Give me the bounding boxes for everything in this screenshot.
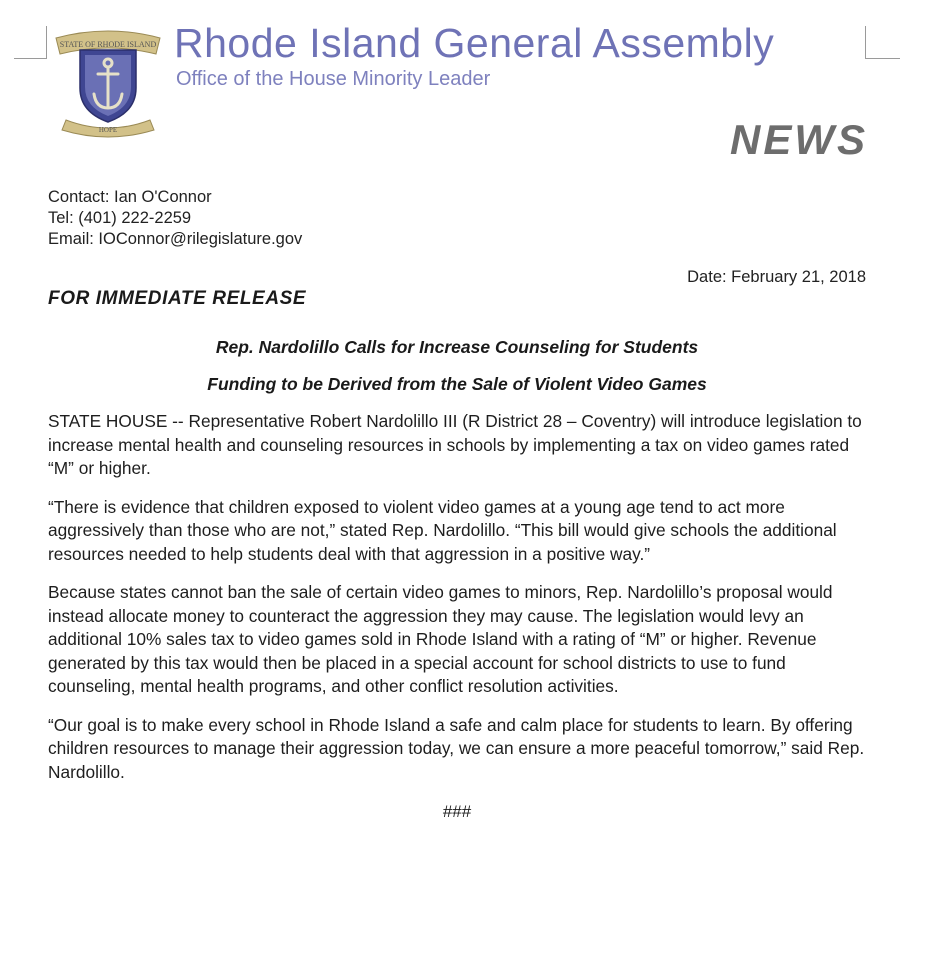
headline: Rep. Nardolillo Calls for Increase Counseling for Students — [215, 337, 699, 357]
contact-block — [48, 187, 302, 250]
paragraph: “There is evidence that children exposed to violent video games at a young age tend to act more aggressively than those who are not,” stated Rep. Nardolillo. “This bill would give schools the additional resources needed to help students deal with that aggression in a positive way.” — [48, 496, 837, 564]
contact-name: Contact: Ian O'Connor — [48, 188, 212, 206]
release-date: Date: February 21, 2018 — [687, 268, 866, 286]
svg-text:STATE OF RHODE ISLAND — [60, 40, 157, 49]
state-seal-logo — [52, 26, 164, 138]
seal-motto: HOPE — [98, 126, 118, 134]
crop-mark-top-right — [865, 26, 900, 59]
crop-mark-top-left — [14, 26, 47, 59]
contact-email: Email: IOConnor@rilegislature.gov — [48, 230, 303, 248]
contact-phone: Tel: (401) 222-2259 — [48, 209, 192, 227]
news-label: NEWS — [730, 116, 868, 163]
organization-subtitle: Office of the House Minority Leader — [176, 68, 491, 90]
organization-title: Rhode Island General Assembly — [174, 20, 775, 66]
end-mark: ### — [442, 802, 472, 821]
release-label: FOR IMMEDIATE RELEASE — [48, 288, 307, 309]
paragraph: STATE HOUSE -- Representative Robert Nardolillo III (R District 28 – Coventry) will introduce legislation to increase mental health and counseling resources in schools by implementing a tax on video games rated “M” or higher. — [48, 411, 862, 478]
seal-top-text: STATE OF RHODE ISLAND — [59, 40, 157, 49]
subheadline: Funding to be Derived from the Sale of Violent Video Games — [207, 374, 707, 394]
paragraph: “Our goal is to make every school in Rhode Island a safe and calm place for students to learn. By offering children resources to manage their aggression today, we can ensure a more peaceful tomorrow,” said Rep. Nardolillo. — [48, 714, 865, 782]
press-release-body — [48, 410, 866, 799]
paragraph: Because states cannot ban the sale of certain video games to minors, Rep. Nardolillo’s proposal would instead allocate money to counteract the aggression they may cause. The legislation would levy an additional 10% sales tax to video games sold in Rhode Island with a rating of “M” or higher. Revenue generated by this tax would then be placed in a special account for school districts to use to fund counseling, mental health programs, and other conflict resolution activities. — [48, 582, 833, 696]
